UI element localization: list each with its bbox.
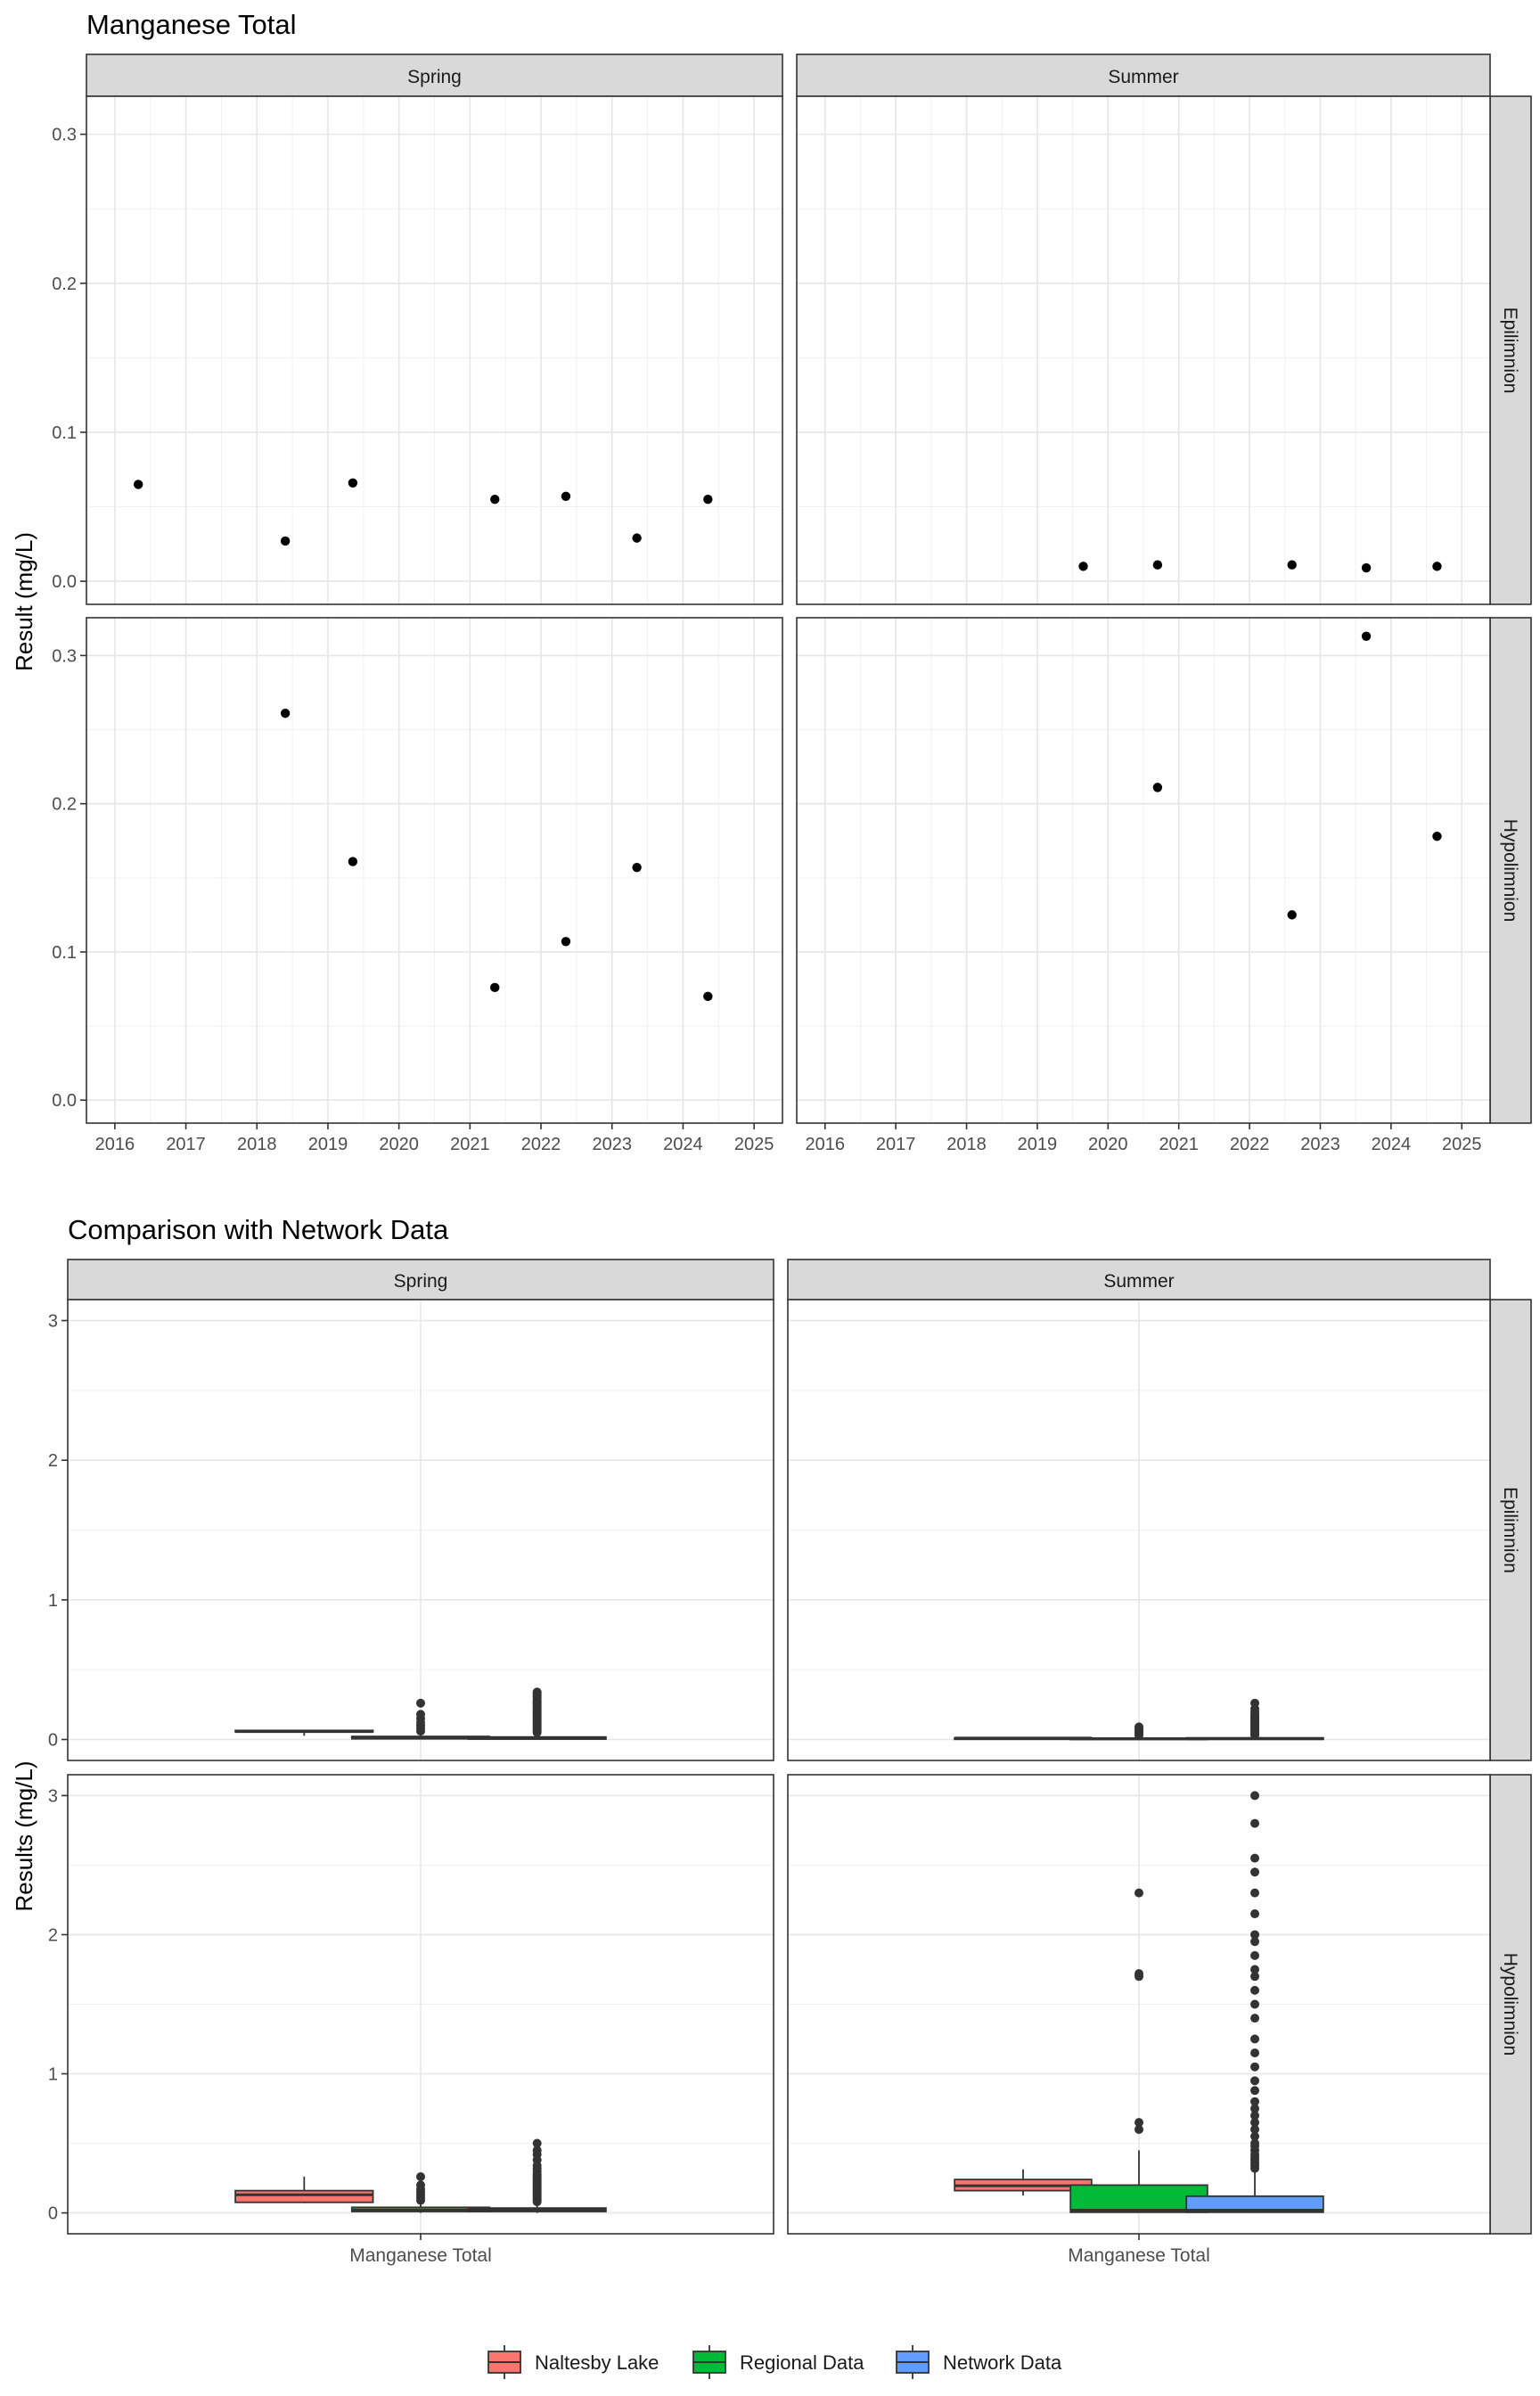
data-point bbox=[1078, 562, 1087, 570]
box-outlier bbox=[1250, 1854, 1259, 1863]
data-point bbox=[561, 492, 570, 501]
box-outlier bbox=[1250, 2076, 1259, 2085]
data-point bbox=[281, 537, 290, 546]
box-outlier bbox=[1250, 1909, 1259, 1918]
y-tick-label: 0.2 bbox=[52, 274, 77, 294]
legend-item-regional-data bbox=[693, 2345, 864, 2379]
data-point bbox=[561, 937, 570, 946]
x-tick-label: 2017 bbox=[166, 1135, 206, 1154]
box-outlier bbox=[1250, 2035, 1259, 2044]
box-outlier bbox=[1250, 2000, 1259, 2009]
box-outlier bbox=[416, 1710, 425, 1719]
box-outlier bbox=[1250, 1986, 1259, 1995]
box-outlier bbox=[1250, 2014, 1259, 2023]
data-point bbox=[1362, 632, 1371, 641]
x-tick-label: Manganese Total bbox=[349, 2245, 492, 2266]
y-tick-label: 0.0 bbox=[52, 1091, 77, 1112]
box-outlier bbox=[1250, 2097, 1259, 2106]
data-point bbox=[1153, 783, 1162, 792]
box-outlier bbox=[1250, 1791, 1259, 1800]
data-point bbox=[281, 709, 290, 718]
chart-1-strip-label-summer: Summer bbox=[1108, 67, 1179, 87]
box-outlier bbox=[1250, 1867, 1259, 1876]
data-point bbox=[1362, 563, 1371, 572]
y-tick-label: 0 bbox=[47, 1730, 58, 1751]
legend-item-network-data bbox=[897, 2345, 1062, 2379]
x-tick-label: 2020 bbox=[379, 1135, 419, 1154]
y-tick-label: 1 bbox=[47, 1590, 58, 1611]
box-outlier bbox=[1250, 1930, 1259, 1939]
box-outlier bbox=[416, 1699, 425, 1708]
box-outlier bbox=[1250, 1819, 1259, 1828]
data-point bbox=[134, 480, 143, 488]
legend-label: Regional Data bbox=[740, 2351, 864, 2374]
box-outlier bbox=[1250, 1951, 1259, 1960]
x-tick-label: 2019 bbox=[1017, 1135, 1058, 1154]
x-tick-label: 2021 bbox=[450, 1135, 490, 1154]
x-tick-label: 2023 bbox=[592, 1135, 632, 1154]
x-tick-label: 2022 bbox=[1229, 1135, 1270, 1154]
box-outlier bbox=[1135, 1722, 1143, 1731]
chart-2-panel-summer-epilimnion bbox=[788, 1300, 1490, 1760]
x-tick-label: 2021 bbox=[1159, 1135, 1199, 1154]
box-outlier bbox=[416, 2180, 425, 2189]
box-outlier bbox=[1250, 1889, 1259, 1898]
data-point bbox=[490, 495, 499, 504]
chart-1-panel-spring-hypolimnion bbox=[52, 618, 782, 1154]
y-tick-label: 0.3 bbox=[52, 646, 77, 667]
box-body bbox=[235, 2191, 373, 2203]
data-point bbox=[490, 983, 499, 992]
chart-2-panel-spring-epilimnion bbox=[48, 1300, 774, 1760]
chart-1-row-strip-label-hypolimnion: Hypolimnion bbox=[1500, 818, 1520, 923]
x-tick-label: 2016 bbox=[94, 1135, 135, 1154]
data-point bbox=[1288, 561, 1297, 570]
legend-item-naltesby-lake bbox=[488, 2345, 659, 2379]
x-tick-label: 2018 bbox=[946, 1135, 987, 1154]
y-tick-label: 3 bbox=[47, 1311, 58, 1332]
chart-1-panel-summer-hypolimnion bbox=[797, 618, 1490, 1154]
chart-2-y-axis-label: Results (mg/L) bbox=[11, 1760, 37, 1912]
data-point bbox=[703, 992, 712, 1001]
x-tick-label: Manganese Total bbox=[1068, 2245, 1210, 2266]
chart-1-panel-spring-epilimnion bbox=[52, 96, 782, 604]
data-point bbox=[1432, 832, 1441, 841]
legend-label: Naltesby Lake bbox=[535, 2351, 659, 2374]
box-outlier bbox=[1250, 2063, 1259, 2072]
y-tick-label: 2 bbox=[47, 1925, 58, 1946]
chart-1-panel-summer-epilimnion bbox=[797, 96, 1490, 604]
x-tick-label: 2024 bbox=[663, 1135, 703, 1154]
x-tick-label: 2016 bbox=[805, 1135, 846, 1154]
chart-2-title: Comparison with Network Data bbox=[68, 1214, 449, 1245]
box-outlier bbox=[1135, 1969, 1143, 1978]
data-point bbox=[348, 857, 357, 866]
x-tick-label: 2022 bbox=[520, 1135, 561, 1154]
y-tick-label: 0 bbox=[47, 2203, 58, 2224]
x-tick-label: 2024 bbox=[1371, 1135, 1412, 1154]
chart-1-row-strip-label-epilimnion: Epilimnion bbox=[1500, 307, 1520, 394]
chart-1-y-axis-label: Result (mg/L) bbox=[11, 531, 37, 672]
data-point bbox=[1432, 562, 1441, 570]
y-tick-label: 0.1 bbox=[52, 423, 77, 443]
y-tick-label: 1 bbox=[47, 2064, 58, 2085]
x-tick-label: 2025 bbox=[733, 1135, 774, 1154]
box-outlier bbox=[533, 2139, 542, 2148]
x-tick-label: 2018 bbox=[237, 1135, 277, 1154]
chart-2-panel-spring-hypolimnion bbox=[48, 1775, 774, 2266]
x-tick-label: 2025 bbox=[1441, 1135, 1482, 1154]
box-outlier bbox=[1135, 2118, 1143, 2127]
box-outlier bbox=[416, 2172, 425, 2181]
box-outlier bbox=[1250, 1965, 1259, 1973]
box-outlier bbox=[1135, 1889, 1143, 1898]
legend-label: Network Data bbox=[943, 2351, 1062, 2374]
data-point bbox=[1288, 910, 1297, 919]
x-tick-label: 2023 bbox=[1300, 1135, 1340, 1154]
y-tick-label: 2 bbox=[47, 1451, 58, 1472]
x-tick-label: 2019 bbox=[307, 1135, 348, 1154]
x-tick-label: 2020 bbox=[1088, 1135, 1128, 1154]
box-outlier bbox=[1250, 2048, 1259, 2057]
chart-2-strip-label-spring: Spring bbox=[393, 1271, 448, 1292]
y-tick-label: 3 bbox=[47, 1786, 58, 1807]
chart-2-legend bbox=[488, 2345, 1062, 2379]
chart-2-row-strip-label-epilimnion: Epilimnion bbox=[1500, 1487, 1520, 1573]
data-point bbox=[1153, 561, 1162, 570]
chart-1-title: Manganese Total bbox=[86, 9, 297, 40]
chart-2-strip-label-summer: Summer bbox=[1103, 1271, 1175, 1292]
y-tick-label: 0.1 bbox=[52, 942, 77, 963]
box-outlier bbox=[1250, 1699, 1259, 1708]
x-tick-label: 2017 bbox=[875, 1135, 916, 1154]
y-tick-label: 0.3 bbox=[52, 125, 77, 145]
data-point bbox=[348, 479, 357, 488]
data-point bbox=[703, 495, 712, 504]
chart-2-panel-summer-hypolimnion bbox=[788, 1775, 1490, 2266]
data-point bbox=[632, 533, 641, 542]
box-outlier bbox=[533, 1687, 542, 1696]
y-tick-label: 0.2 bbox=[52, 794, 77, 815]
box-outlier bbox=[1250, 2086, 1259, 2095]
data-point bbox=[632, 863, 641, 872]
chart-1-strip-label-spring: Spring bbox=[407, 67, 462, 87]
chart-2-row-strip-label-hypolimnion: Hypolimnion bbox=[1500, 1952, 1520, 2056]
y-tick-label: 0.0 bbox=[52, 572, 77, 593]
